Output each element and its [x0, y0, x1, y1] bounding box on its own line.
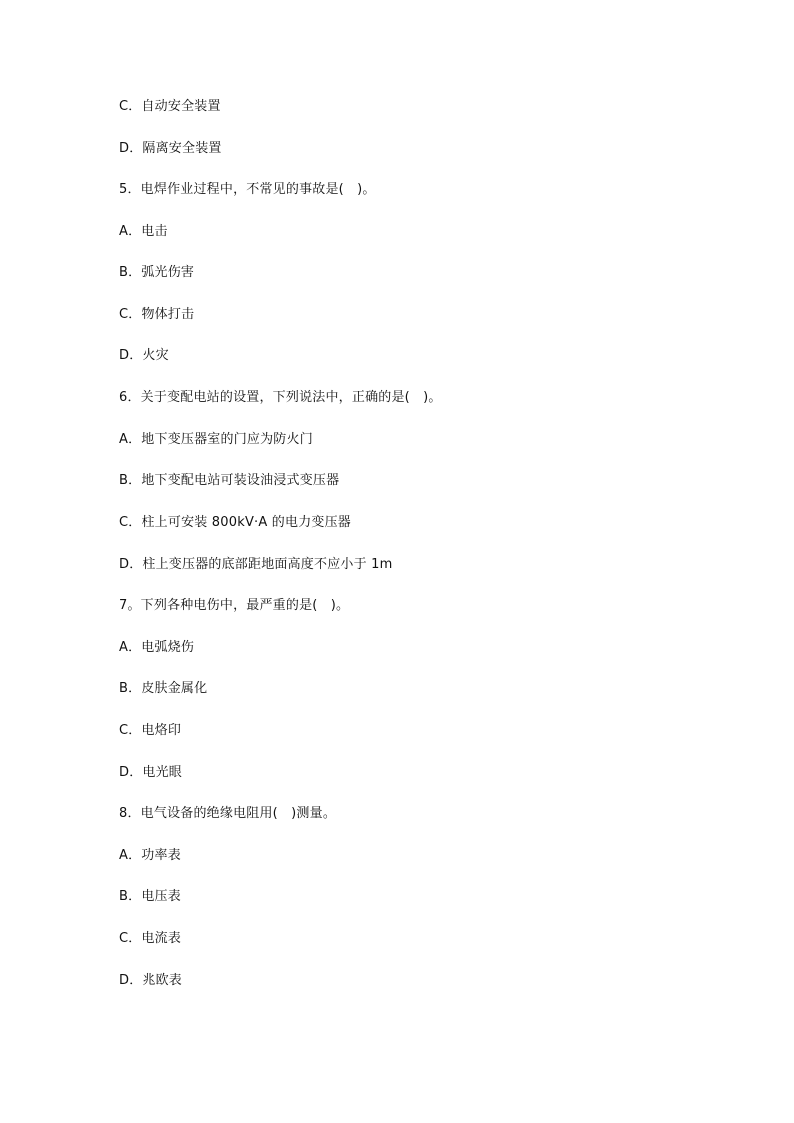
option-d-q8: D．兆欧表 [119, 973, 183, 988]
option-c-q6: C．柱上可安装 800kV·A 的电力变压器 [119, 515, 352, 530]
option-d-q4: D．隔离安全装置 [119, 141, 222, 156]
option-c-q4: C．自动安全装置 [119, 99, 221, 114]
question-7: 7。下列各种电伤中，最严重的是( )。 [119, 598, 350, 613]
option-a-q7: A．电弧烧伤 [119, 640, 195, 655]
question-6: 6．关于变配电站的设置，下列说法中，正确的是( )。 [119, 390, 442, 405]
option-d-q6: D．柱上变压器的底部距地面高度不应小于 1m [119, 557, 393, 572]
option-a-q5: A．电击 [119, 224, 168, 239]
option-b-q7: B．皮肤金属化 [119, 681, 208, 696]
option-c-q7: C．电烙印 [119, 723, 182, 738]
option-b-q8: B．电压表 [119, 889, 181, 904]
option-c-q8: C．电流表 [119, 931, 182, 946]
option-b-q6: B．地下变配电站可装设油浸式变压器 [119, 473, 340, 488]
question-8: 8．电气设备的绝缘电阻用( )测量。 [119, 806, 337, 821]
option-b-q5: B．弧光伤害 [119, 265, 195, 280]
option-c-q5: C．物体打击 [119, 307, 195, 322]
option-a-q8: A．功率表 [119, 848, 181, 863]
option-d-q7: D．电光眼 [119, 765, 183, 780]
option-a-q6: A．地下变压器室的门应为防火门 [119, 432, 313, 447]
question-5: 5．电焊作业过程中，不常见的事故是( )。 [119, 182, 376, 197]
option-d-q5: D．火灾 [119, 348, 169, 363]
